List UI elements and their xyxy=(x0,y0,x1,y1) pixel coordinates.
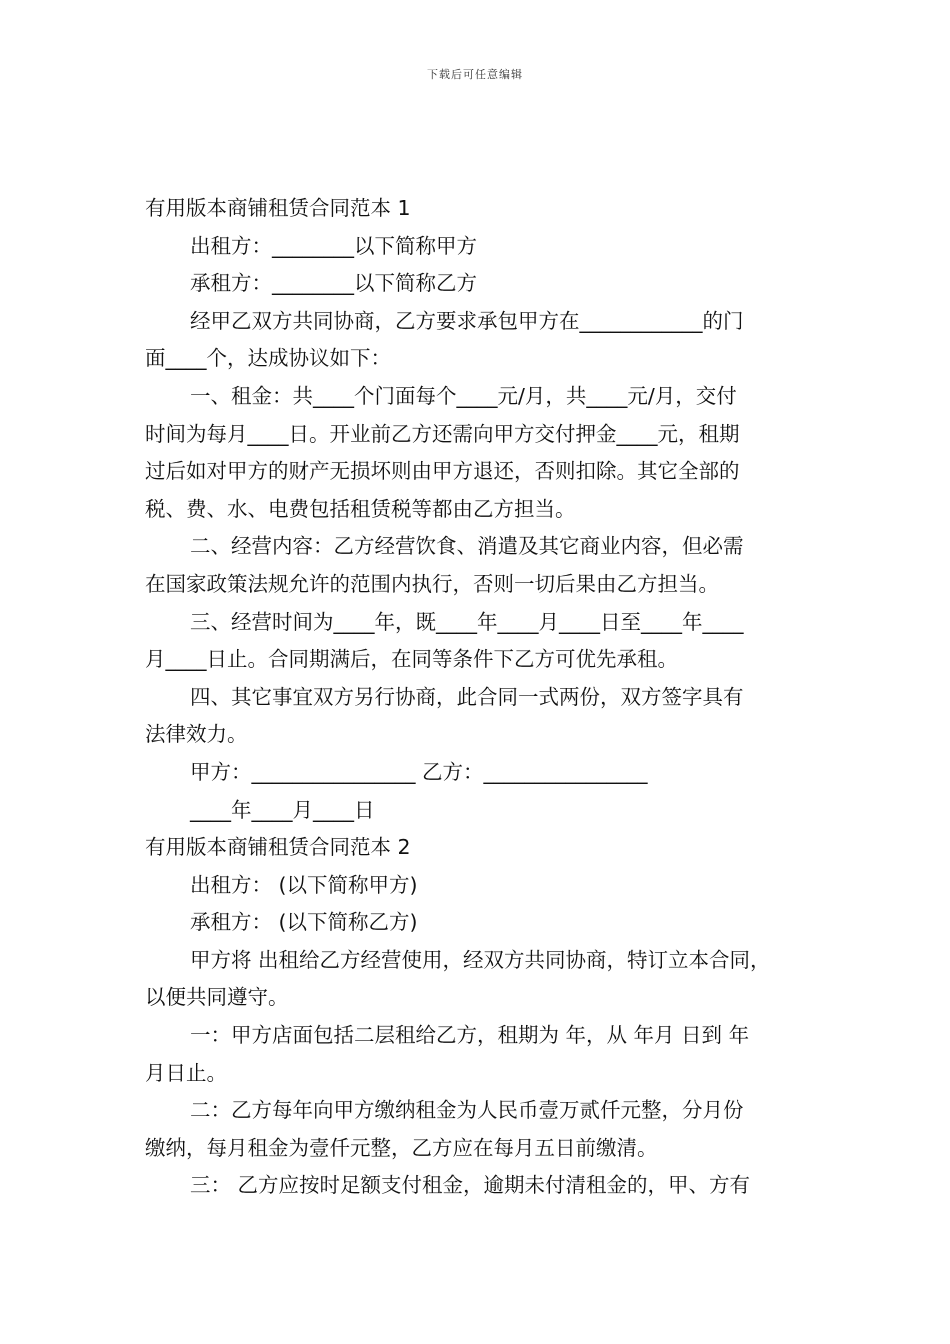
document-line: 二、经营内容：乙方经营饮食、消遣及其它商业内容，但必需 xyxy=(190,534,744,559)
document-line: 有用版本商铺租赁合同范本 1 xyxy=(145,196,411,220)
document-line: 四、其它事宜双方另行协商，此合同一式两份，双方签字具有 xyxy=(190,684,744,709)
document-line: 一、租金：共____个门面每个____元/月，共____元/月，交付 xyxy=(190,383,737,408)
document-line: 甲方将 出租给乙方经营使用，经双方共同协商，特订立本合同， xyxy=(190,947,771,972)
document-line: 出租方： (以下简称甲方) xyxy=(190,872,418,897)
document-line: 出租方：________以下简称甲方 xyxy=(190,233,477,258)
document-line: 在国家政策法规允许的范围内执行，否则一切后果由乙方担当。 xyxy=(145,571,719,596)
document-line: 甲方：________________ 乙方：________________ xyxy=(190,759,648,784)
document-line: 缴纳，每月租金为壹仟元整，乙方应在每月五日前缴清。 xyxy=(145,1135,658,1160)
document-line: 税、费、水、电费包括租赁税等都由乙方担当。 xyxy=(145,496,576,521)
document-line: 时间为每月____日。开业前乙方还需向甲方交付押金____元，租期 xyxy=(145,421,740,446)
document-line: 法律效力。 xyxy=(145,722,248,747)
document-line: 有用版本商铺租赁合同范本 2 xyxy=(145,835,411,860)
document-line: 月____日止。合同期满后，在同等条件下乙方可优先承租。 xyxy=(145,647,678,672)
document-line: ____年____月____日 xyxy=(190,797,375,822)
document-line: 二：乙方每年向甲方缴纳租金为人民币壹万贰仟元整，分月份 xyxy=(190,1098,744,1123)
document-body xyxy=(145,190,810,1205)
document-line: 面____个，达成协议如下： xyxy=(145,346,391,371)
document-line: 三： 乙方应按时足额支付租金，逾期未付清租金的，甲、方有 xyxy=(190,1173,751,1198)
document-line: 一：甲方店面包括二层租给乙方，租期为 年，从 年月 日到 年 xyxy=(190,1023,750,1048)
document-line: 承租方：________以下简称乙方 xyxy=(190,271,477,296)
page-header: 下载后可任意编辑 xyxy=(427,68,523,81)
document-line: 过后如对甲方的财产无损坏则由甲方退还，否则扣除。其它全部的 xyxy=(145,459,740,484)
document-line: 月日止。 xyxy=(145,1060,227,1085)
document-line: 承租方： (以下简称乙方) xyxy=(190,910,418,935)
document-line: 三、经营时间为____年，既____年____月____日至____年____ xyxy=(190,609,744,634)
document-line: 经甲乙双方共同协商，乙方要求承包甲方在____________的门 xyxy=(190,308,744,333)
document-line: 以便共同遵守。 xyxy=(145,985,289,1010)
